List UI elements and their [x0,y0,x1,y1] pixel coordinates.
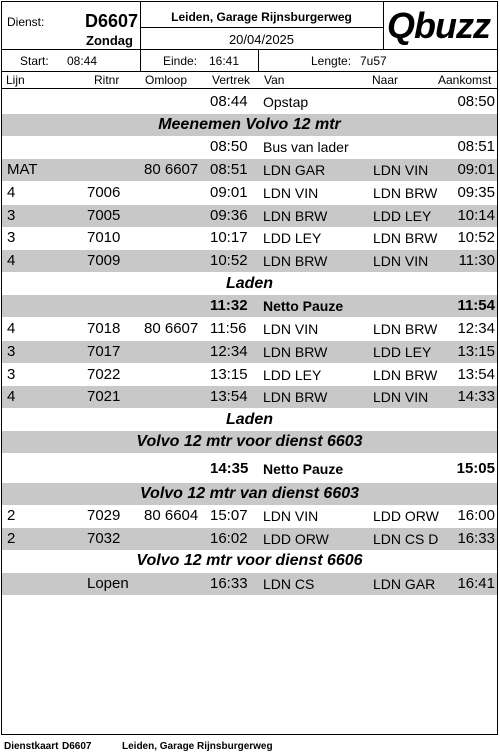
header-divider [1,88,498,89]
cell-vertrek: 08:44 [210,93,248,110]
col-van: Van [264,73,285,87]
col-vertrek: Vertrek [212,73,251,87]
cell-naar: LDN BRW [373,185,438,201]
cell-ritnr: 7022 [87,366,121,383]
cell-omloop: 80 6607 [144,161,199,178]
dienst-number: D6607 [85,11,139,31]
cell-naar: LDN CS D [373,531,439,547]
section-header: Laden [225,411,274,428]
cell-lijn: 3 [7,207,16,224]
cell-lijn: 3 [7,366,16,383]
cell-aankomst: 10:52 [457,229,495,246]
service-date: 20/04/2025 [228,32,295,47]
cell-aankomst: 10:14 [457,207,495,224]
cell-aankomst: 14:33 [457,388,495,405]
einde-time: 16:41 [209,54,240,68]
cell-vertrek: 15:07 [210,507,248,524]
location-name: Leiden, Garage Rijnsburgerweg [171,10,352,24]
cell-lijn: 4 [7,184,16,201]
cell-van: Opstap [263,94,309,110]
cell-ritnr: 7005 [87,207,121,224]
cell-ritnr: 7021 [87,388,121,405]
trip-row [2,205,497,227]
trip-row [2,386,497,408]
cell-omloop: 80 6607 [144,320,199,337]
cell-vertrek: 11:56 [210,320,247,337]
footer-location: Leiden, Garage Rijnsburgerweg [122,741,273,752]
cell-aankomst: 11:54 [457,297,495,314]
cell-vertrek: 16:33 [210,575,248,592]
cell-ritnr: Lopen [87,575,129,592]
cell-naar: LDD LEY [373,208,432,224]
cell-ritnr: 7010 [87,229,121,246]
trip-row [2,505,497,527]
cell-naar: LDN VIN [373,253,429,269]
cell-ritnr: 7017 [87,343,121,360]
header-divider [1,71,498,72]
header-divider [140,49,141,71]
cell-van: LDN VIN [263,321,319,337]
cell-aankomst: 11:30 [458,252,495,269]
cell-van: LDD ORW [263,531,329,547]
cell-aankomst: 16:33 [457,530,495,547]
cell-lijn: 2 [7,507,16,524]
trip-row [2,573,497,595]
start-label: Start: [20,54,49,68]
cell-aankomst: 08:51 [457,138,495,155]
cell-ritnr: 7032 [87,530,121,547]
col-omloop: Omloop [145,73,188,87]
col-naar: Naar [372,73,399,87]
cell-ritnr: 7029 [87,507,121,524]
cell-vertrek: 12:34 [210,343,248,360]
cell-van: LDN VIN [263,185,319,201]
header-divider [1,49,498,50]
cell-van: LDN BRW [263,344,328,360]
cell-van: LDD LEY [263,367,322,383]
cell-naar: LDN BRW [373,230,438,246]
cell-van: Bus van lader [263,139,349,155]
trip-row [2,528,497,550]
cell-van: LDD LEY [263,230,322,246]
footer-dienst: D6607 [62,741,92,752]
qbuzz-logo: Qbuzz [387,5,490,46]
section-header: Laden [225,275,274,292]
cell-lijn: 2 [7,530,16,547]
cell-vertrek: 13:54 [210,388,248,405]
cell-van: LDN BRW [263,389,328,405]
cell-van: LDN CS [263,576,315,592]
section-header: Volvo 12 mtr voor dienst 6606 [136,552,363,569]
cell-naar: LDD LEY [373,344,432,360]
cell-lijn: 4 [7,252,16,269]
cell-vertrek: 09:36 [210,207,248,224]
cell-aankomst: 13:54 [457,366,495,383]
section-header: Volvo 12 mtr van dienst 6603 [2,483,497,505]
cell-vertrek: 16:02 [210,530,248,547]
cell-naar: LDN BRW [373,321,438,337]
col-aankomst: Aankomst [438,73,492,87]
trip-row [2,364,497,386]
header-divider [140,27,383,28]
cell-omloop: 80 6604 [144,507,199,524]
pause-row [2,458,497,480]
section-header: Meenemen Volvo 12 mtr [2,114,497,136]
cell-vertrek: 10:52 [210,252,248,269]
header-divider [383,1,384,49]
cell-van: LDN VIN [263,508,319,524]
trip-row [2,182,497,204]
cell-naar: LDN GAR [373,576,436,592]
header-divider [258,49,259,71]
cell-lijn: 4 [7,388,16,405]
dienst-label: Dienst: [7,15,45,29]
lengte-value: 7u57 [360,54,387,68]
cell-lijn: 3 [7,229,16,246]
cell-lijn: 4 [7,320,16,337]
einde-label: Einde: [163,54,198,68]
cell-vertrek: 08:51 [210,161,248,178]
cell-ritnr: 7009 [87,252,121,269]
cell-vertrek: 08:50 [210,138,248,155]
cell-aankomst: 09:01 [457,161,495,178]
cell-vertrek: 13:15 [210,366,248,383]
pause-row [2,295,497,317]
col-ritnr: Ritnr [94,73,120,87]
section-header: Volvo 12 mtr voor dienst 6603 [2,431,497,453]
cell-naar: LDD ORW [373,508,439,524]
trip-row [2,136,497,158]
cell-ritnr: 7006 [87,184,121,201]
col-lijn: Lijn [6,73,25,87]
trip-row [2,159,497,181]
cell-lijn: MAT [7,161,38,178]
cell-van: Netto Pauze [263,298,344,314]
trip-row [2,91,497,113]
cell-ritnr: 7018 [87,320,121,337]
cell-aankomst: 12:34 [457,320,495,337]
cell-van: LDN GAR [263,162,326,178]
day-name: Zondag [86,33,133,48]
cell-naar: LDN VIN [373,389,429,405]
cell-van: LDN BRW [263,253,328,269]
trip-row [2,250,497,272]
cell-aankomst: 16:41 [457,575,495,592]
cell-aankomst: 13:15 [457,343,495,360]
cell-lijn: 3 [7,343,16,360]
cell-aankomst: 16:00 [457,507,495,524]
cell-vertrek: 14:35 [210,460,249,477]
cell-van: LDN BRW [263,208,328,224]
cell-aankomst: 09:35 [457,184,495,201]
cell-aankomst: 15:05 [456,460,495,477]
cell-vertrek: 09:01 [210,184,248,201]
cell-vertrek: 10:17 [210,229,248,246]
cell-naar: LDN BRW [373,367,438,383]
cell-vertrek: 11:32 [210,297,248,314]
start-time: 08:44 [67,54,98,68]
cell-naar: LDN VIN [373,162,429,178]
trip-row [2,227,497,249]
cell-van: Netto Pauze [263,461,344,477]
footer-card-label: Dienstkaart [4,741,59,752]
trip-row [2,318,497,340]
trip-row [2,341,497,363]
cell-aankomst: 08:50 [457,93,495,110]
lengte-label: Lengte: [311,54,352,68]
